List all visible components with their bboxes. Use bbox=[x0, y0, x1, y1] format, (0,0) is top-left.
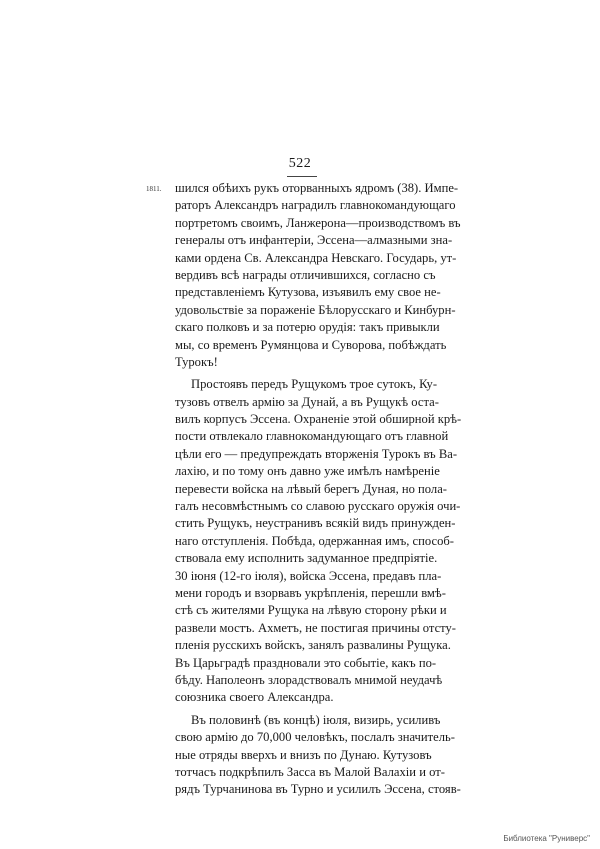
text-line: наго отступленія. Побѣда, одержанная имъ, способ- bbox=[175, 533, 454, 548]
paragraph bbox=[175, 712, 461, 799]
text-line: 30 іюня (12-го іюля), войска Эссена, предавъ пла- bbox=[175, 568, 442, 583]
paragraph bbox=[175, 180, 461, 371]
text-line: бѣду. Наполеонъ злорадствовалъ мнимой неудачѣ bbox=[175, 672, 443, 687]
paragraph bbox=[175, 376, 462, 706]
page-number-rule bbox=[287, 176, 317, 177]
text-line: рядъ Турчанинова въ Турно и усилилъ Эссена, стояв- bbox=[175, 782, 461, 797]
text-line: тузовъ отвелъ армію за Дунай, а въ Рущукѣ оста- bbox=[175, 394, 439, 409]
text-line: союзника своего Александра. bbox=[175, 690, 334, 705]
text-line: Турокъ! bbox=[175, 354, 218, 369]
text-line: перевести войска на лѣвый берегъ Дуная, но пола- bbox=[175, 481, 447, 496]
text-line: пости отвлекало главнокомандующаго отъ главной bbox=[175, 429, 449, 444]
text-line: развели мостъ. Ахметъ, не постигая причины отсту- bbox=[175, 620, 457, 635]
text-line: представленіемъ Кутузова, изъявилъ ему свое не- bbox=[175, 285, 441, 300]
text-line: ками ордена Св. Александра Невскаго. Государь, ут- bbox=[175, 250, 457, 265]
text-line: стить Рущукъ, неустранивъ всякій видъ принужден- bbox=[175, 516, 456, 531]
text-line: мени городъ и взорвавъ укрѣпленія, перешли вмѣ- bbox=[175, 585, 446, 600]
text-line: раторъ Александръ наградилъ главнокомандующаго bbox=[175, 198, 456, 213]
text-line: ные отряды вверхъ и внизъ по Дунаю. Кутузовъ bbox=[175, 747, 432, 762]
text-line: галъ несовмѣстнымъ со славою русскаго оружія очи- bbox=[175, 499, 461, 514]
text-line: удовольствіе за пораженіе Бѣлорусскаго и Кинбурн- bbox=[175, 302, 456, 317]
text-line: свою армію до 70,000 человѣкъ, послалъ значитель- bbox=[175, 730, 455, 745]
margin-year-note: 1811. bbox=[146, 185, 162, 193]
text-body bbox=[175, 180, 462, 799]
text-line: портретомъ своимъ, Ланжерона—производствомъ въ bbox=[175, 215, 461, 230]
text-line: стѣ съ жителями Рущука на лѣвую сторону рѣки и bbox=[175, 603, 447, 618]
text-line: лахію, и по тому онъ давно уже имѣлъ намѣреніе bbox=[175, 464, 440, 479]
text-line: вердивъ всѣ награды отличившихся, согласно съ bbox=[175, 267, 436, 282]
text-line: Въ Царьградѣ праздновали это событіе, какъ по- bbox=[175, 655, 437, 670]
text-line: мы, со временъ Румянцова и Суворова, побѣждать bbox=[175, 337, 447, 352]
text-line: генералы отъ инфантеріи, Эссена—алмазными зна- bbox=[175, 233, 453, 248]
text-line: скаго полковъ и за потерю орудія: такъ привыкли bbox=[175, 320, 440, 335]
text-line: Простоявъ передъ Рущукомъ трое сутокъ, Ку- bbox=[191, 377, 438, 392]
text-line: пленія русскихъ войскъ, занялъ развалины Рущука. bbox=[175, 638, 451, 653]
text-line: вилъ корпусъ Эссена. Охраненіе этой обширной крѣ- bbox=[175, 412, 462, 427]
library-watermark: Библиотека "Руниверс" bbox=[503, 834, 590, 843]
text-line: цѣли его — предупреждать вторженія Турокъ въ Ва- bbox=[175, 446, 458, 461]
text-line: тотчасъ подкрѣпилъ Засса въ Малой Валахіи и от- bbox=[175, 764, 445, 779]
page-number: 522 bbox=[288, 156, 312, 171]
text-line: ствовала ему исполнить задуманное предпріятіе. bbox=[175, 551, 438, 566]
text-line: шился обѣихъ рукъ оторванныхъ ядромъ (38). Импе- bbox=[175, 181, 459, 195]
text-line: Въ половинѣ (въ концѣ) іюля, визирь, усиливъ bbox=[191, 712, 441, 727]
